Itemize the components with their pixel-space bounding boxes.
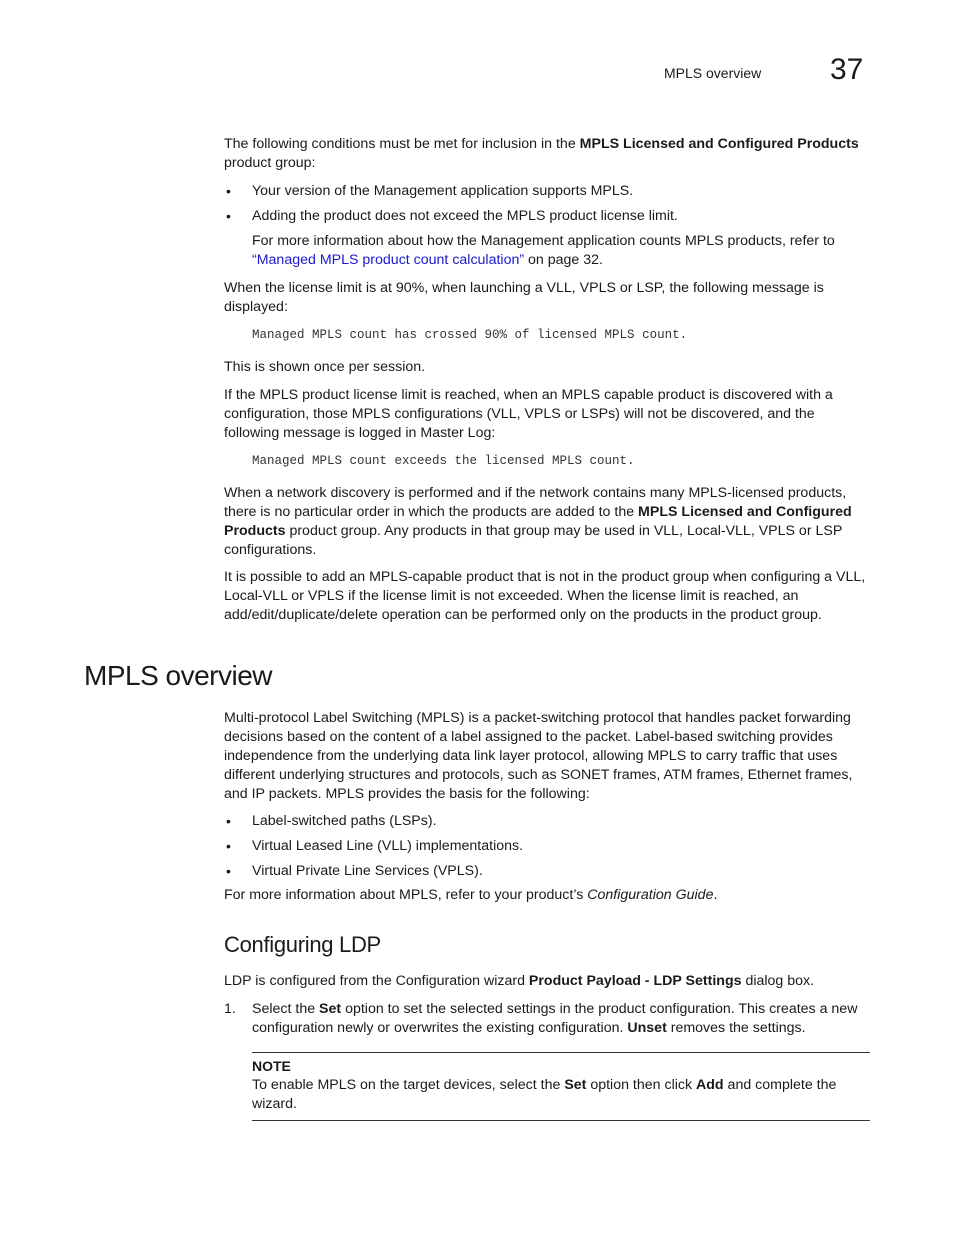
running-header-title: MPLS overview xyxy=(664,65,762,81)
code-message: Managed MPLS count exceeds the licensed MPLS count. xyxy=(252,454,635,468)
limit-reached-paragraph: If the MPLS product license limit is reached, when an MPLS capable product is discovered with a configuration, those MPLS configurations (VLL, VPLS or LSPs) will not be discovered, and the following message is logged in Master Log: xyxy=(224,387,833,441)
more-info-paragraph: For more information about how the Management application counts MPLS products, refer to “Managed MPLS product count calculation” on page 32. xyxy=(252,233,835,268)
chapter-number: 37 xyxy=(830,53,864,86)
ldp-paragraph: LDP is configured from the Configuration wizard Product Payload - LDP Settings dialog box. xyxy=(224,973,815,989)
discovery-paragraph: When a network discovery is performed and if the network contains many MPLS-licensed products, there is no particular order in which the products are added to the MPLS Licensed and Configured Products product group. Any products in that group may be used in VLL, Local-VLL, VPLS or LSP configurations. xyxy=(224,485,852,558)
license-limit-paragraph: When the license limit is at 90%, when launching a VLL, VPLS or LSP, the following message is displayed: xyxy=(224,280,824,315)
intro-paragraph: The following conditions must be met for inclusion in the MPLS Licensed and Configured Products product group: xyxy=(224,136,859,171)
step-number: 1. xyxy=(224,1001,236,1017)
bullet-icon: • xyxy=(226,183,231,199)
section-heading: MPLS overview xyxy=(84,660,273,691)
bullet-icon: • xyxy=(226,838,231,854)
bullet-icon: • xyxy=(226,813,231,829)
step-text: Select the Set option to set the selected settings in the product configuration. This creates a new configuration newly or overwrites the existing configuration. Unset removes the settings. xyxy=(252,1001,858,1036)
subsection-heading: Configuring LDP xyxy=(224,932,381,957)
code-message: Managed MPLS count has crossed 90% of licensed MPLS count. xyxy=(252,328,688,342)
capable-product-paragraph: It is possible to add an MPLS-capable product that is not in the product group when configuring a VLL, Local-VLL or VPLS if the license limit is not exceeded. When the license limit is reached, an add/edit/duplicate/delete operation can be performed only on the products in the product group. xyxy=(224,569,866,623)
config-guide-paragraph: For more information about MPLS, refer to your product’s Configuration Guide. xyxy=(224,887,718,903)
note-text: To enable MPLS on the target devices, select the Set option then click Add and complete the wizard. xyxy=(252,1077,837,1112)
bullet-icon: • xyxy=(226,863,231,879)
session-paragraph: This is shown once per session. xyxy=(224,359,426,375)
overview-paragraph: Multi-protocol Label Switching (MPLS) is a packet-switching protocol that handles packet forwarding decisions based on the content of a label assigned to the packet. Label-based switching provides independence from the underlying data link layer protocol, allowing MPLS to carry traffic that uses different underlying structures and protocols, such as SONET frames, ATM frames, Ethernet frames, and IP packets. MPLS provides the basis for the following: xyxy=(224,710,853,802)
bullet-icon: • xyxy=(226,208,231,224)
cross-reference-link[interactable]: “Managed MPLS product count calculation” xyxy=(252,252,525,268)
note-label: NOTE xyxy=(252,1058,291,1074)
note-box xyxy=(252,1052,870,1121)
